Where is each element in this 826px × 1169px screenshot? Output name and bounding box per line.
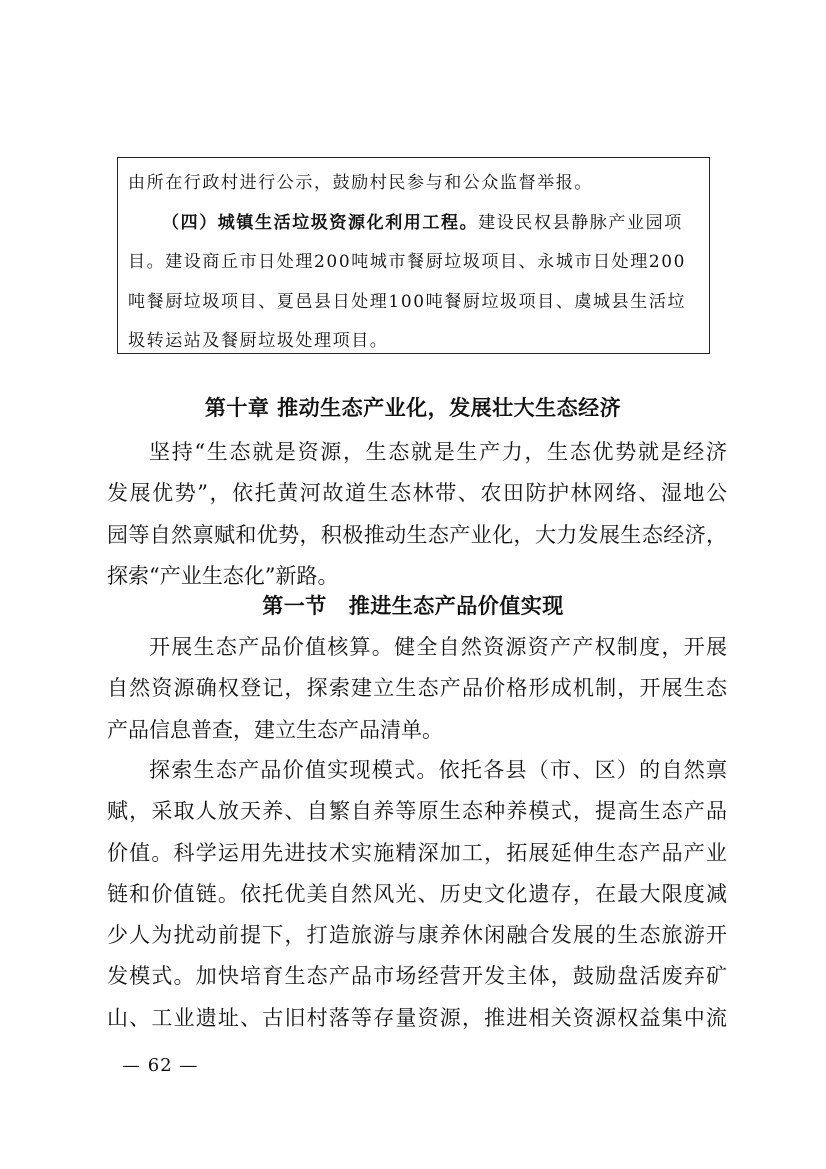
paragraph-line: 价值。科学运用先进技术实施精深加工，拓展延伸生态产品产业 (107, 840, 727, 865)
box-line: 由所在行政村进行公示，鼓励村民参与和公众监督举报。 (128, 173, 593, 193)
section-number: 第一节 (262, 593, 327, 618)
paragraph-accounting (107, 627, 727, 751)
paragraph-value-model (107, 750, 727, 1039)
paragraph-line: 探索“产业生态化”新路。 (107, 563, 339, 588)
box-line: 圾转运站及餐厨垃圾处理项目。 (128, 331, 389, 351)
paragraph-line: 赋，采取人放天养、自繁自养等原生态种养模式，提高生态产品 (107, 799, 727, 824)
paragraph-line: 探索生态产品价值实现模式。依托各县（市、区）的自然禀 (149, 758, 727, 782)
paragraph-line: 少人为扰动前提下，打造旅游与康养休闲融合发展的生态旅游开 (107, 923, 727, 948)
box-line: 吨餐厨垃圾项目、夏邑县日处理100吨餐厨垃圾项目、虞城县生活垃 (128, 291, 687, 312)
chapter-title: 第十章 推动生态产业化，发展壮大生态经济 (204, 396, 622, 420)
project-box (117, 157, 710, 354)
paragraph-intro (107, 432, 727, 597)
paragraph-line: 发模式。加快培育生态产品市场经营开发主体，鼓励盘活废弃矿 (107, 964, 727, 989)
paragraph-line: 开展生态产品价值核算。健全自然资源资产产权制度，开展 (149, 635, 727, 659)
paragraph-line: 自然资源确权登记，探索建立生态产品价格形成机制，开展生态 (107, 676, 727, 701)
page-number: — 62 — (122, 1055, 199, 1076)
paragraph-line: 山、工业遗址、古旧村落等存量资源，推进相关资源权益集中流 (107, 1005, 727, 1030)
paragraph-line: 园等自然禀赋和优势，积极推动生态产业化，大力发展生态经济， (107, 522, 727, 547)
paragraph-line: 产品信息普查，建立生态产品清单。 (107, 717, 443, 742)
box-line: 目。建设商丘市日处理200吨城市餐厨垃圾项目、永城市日处理200 (128, 252, 687, 272)
section-title (0, 590, 826, 620)
paragraph-line: 发展优势”，依托黄河故道生态林带、农田防护林网络、湿地公 (107, 481, 727, 506)
box-item-4-title: （四）城镇生活垃圾资源化利用工程。 (162, 212, 479, 233)
box-item-4 (128, 204, 700, 244)
paragraph-line: 链和价值链。依托优美自然风光、历史文化遗存，在最大限度减 (107, 881, 727, 906)
paragraph-line: 坚持“生态就是资源，生态就是生产力，生态优势就是经济 (149, 440, 727, 464)
section-name: 推进生态产品价值实现 (348, 593, 564, 618)
box-item-4-text: 建设民权县静脉产业园项 (478, 212, 683, 233)
